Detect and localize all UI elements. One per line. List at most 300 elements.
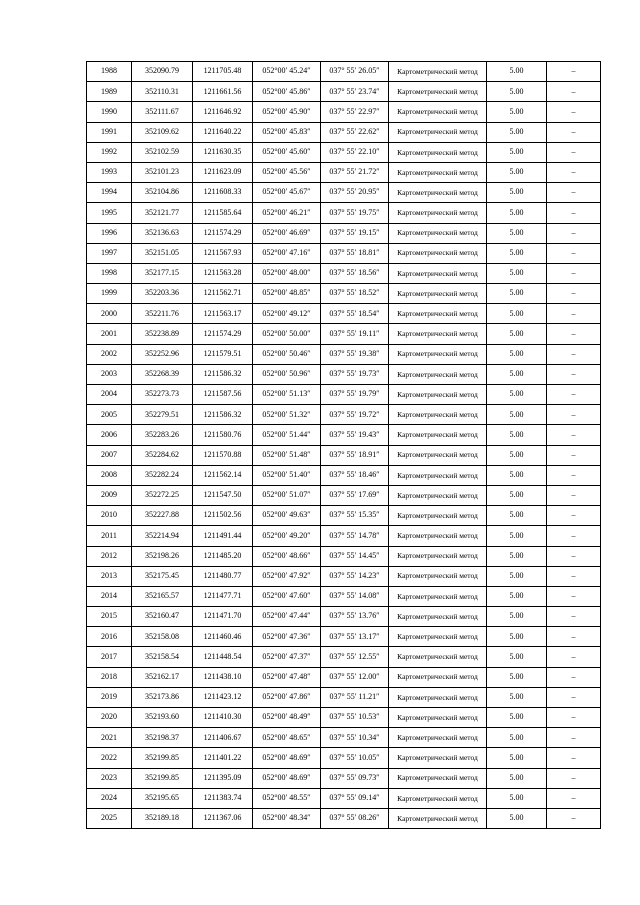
latitude-cell: 052°00′ 48.00″: [253, 263, 321, 283]
accuracy-cell: 5.00: [487, 324, 547, 344]
method-cell: Картометрический метод: [389, 546, 487, 566]
point-number-cell: 2005: [87, 405, 132, 425]
y-coordinate-cell: 1211587.56: [193, 385, 253, 405]
point-number-cell: 2016: [87, 627, 132, 647]
y-coordinate-cell: 1211586.32: [193, 364, 253, 384]
longitude-cell: 037° 55′ 22.62″: [321, 122, 389, 142]
point-number-cell: 1998: [87, 263, 132, 283]
accuracy-cell: 5.00: [487, 546, 547, 566]
table-row: [87, 566, 601, 586]
method-cell: Картометрический метод: [389, 808, 487, 828]
description-cell: –: [547, 142, 601, 162]
description-cell: –: [547, 526, 601, 546]
description-cell: –: [547, 183, 601, 203]
table-row: [87, 485, 601, 505]
y-coordinate-cell: 1211547.50: [193, 485, 253, 505]
accuracy-cell: 5.00: [487, 788, 547, 808]
table-row: [87, 687, 601, 707]
longitude-cell: 037° 55′ 19.75″: [321, 203, 389, 223]
longitude-cell: 037° 55′ 10.53″: [321, 708, 389, 728]
method-cell: Картометрический метод: [389, 607, 487, 627]
point-number-cell: 2006: [87, 425, 132, 445]
method-cell: Картометрический метод: [389, 344, 487, 364]
longitude-cell: 037° 55′ 21.72″: [321, 162, 389, 182]
latitude-cell: 052°00′ 50.46″: [253, 344, 321, 364]
method-cell: Картометрический метод: [389, 162, 487, 182]
table-row: [87, 364, 601, 384]
latitude-cell: 052°00′ 51.48″: [253, 445, 321, 465]
point-number-cell: 2024: [87, 788, 132, 808]
point-number-cell: 1993: [87, 162, 132, 182]
point-number-cell: 2007: [87, 445, 132, 465]
accuracy-cell: 5.00: [487, 203, 547, 223]
longitude-cell: 037° 55′ 19.73″: [321, 364, 389, 384]
accuracy-cell: 5.00: [487, 344, 547, 364]
y-coordinate-cell: 1211401.22: [193, 748, 253, 768]
method-cell: Картометрический метод: [389, 586, 487, 606]
point-number-cell: 2000: [87, 304, 132, 324]
table-row: [87, 465, 601, 485]
x-coordinate-cell: 352214.94: [132, 526, 193, 546]
table-row: [87, 183, 601, 203]
latitude-cell: 052°00′ 51.44″: [253, 425, 321, 445]
longitude-cell: 037° 55′ 19.11″: [321, 324, 389, 344]
longitude-cell: 037° 55′ 20.95″: [321, 183, 389, 203]
table-row: [87, 667, 601, 687]
latitude-cell: 052°00′ 49.20″: [253, 526, 321, 546]
table-row: [87, 445, 601, 465]
table-row: [87, 122, 601, 142]
x-coordinate-cell: 352195.65: [132, 788, 193, 808]
latitude-cell: 052°00′ 45.67″: [253, 183, 321, 203]
latitude-cell: 052°00′ 48.69″: [253, 768, 321, 788]
accuracy-cell: 5.00: [487, 566, 547, 586]
method-cell: Картометрический метод: [389, 102, 487, 122]
x-coordinate-cell: 352160.47: [132, 607, 193, 627]
y-coordinate-cell: 1211570.88: [193, 445, 253, 465]
y-coordinate-cell: 1211460.46: [193, 627, 253, 647]
accuracy-cell: 5.00: [487, 243, 547, 263]
description-cell: –: [547, 364, 601, 384]
table-row: [87, 223, 601, 243]
point-number-cell: 2015: [87, 607, 132, 627]
accuracy-cell: 5.00: [487, 506, 547, 526]
table-row: [87, 344, 601, 364]
description-cell: –: [547, 344, 601, 364]
accuracy-cell: 5.00: [487, 526, 547, 546]
latitude-cell: 052°00′ 50.00″: [253, 324, 321, 344]
description-cell: –: [547, 223, 601, 243]
table-row: [87, 203, 601, 223]
y-coordinate-cell: 1211646.92: [193, 102, 253, 122]
method-cell: Картометрический метод: [389, 82, 487, 102]
y-coordinate-cell: 1211471.70: [193, 607, 253, 627]
method-cell: Картометрический метод: [389, 385, 487, 405]
longitude-cell: 037° 55′ 19.79″: [321, 385, 389, 405]
y-coordinate-cell: 1211661.56: [193, 82, 253, 102]
longitude-cell: 037° 55′ 17.69″: [321, 485, 389, 505]
y-coordinate-cell: 1211491.44: [193, 526, 253, 546]
longitude-cell: 037° 55′ 18.52″: [321, 284, 389, 304]
table-row: [87, 263, 601, 283]
accuracy-cell: 5.00: [487, 223, 547, 243]
method-cell: Картометрический метод: [389, 647, 487, 667]
accuracy-cell: 5.00: [487, 687, 547, 707]
table-row: [87, 808, 601, 828]
accuracy-cell: 5.00: [487, 142, 547, 162]
table-row: [87, 546, 601, 566]
description-cell: –: [547, 243, 601, 263]
accuracy-cell: 5.00: [487, 62, 547, 82]
table-row: [87, 425, 601, 445]
method-cell: Картометрический метод: [389, 506, 487, 526]
latitude-cell: 052°00′ 47.48″: [253, 667, 321, 687]
longitude-cell: 037° 55′ 15.35″: [321, 506, 389, 526]
latitude-cell: 052°00′ 45.90″: [253, 102, 321, 122]
x-coordinate-cell: 352198.26: [132, 546, 193, 566]
latitude-cell: 052°00′ 47.16″: [253, 243, 321, 263]
method-cell: Картометрический метод: [389, 566, 487, 586]
description-cell: –: [547, 162, 601, 182]
point-number-cell: 2023: [87, 768, 132, 788]
method-cell: Картометрический метод: [389, 748, 487, 768]
x-coordinate-cell: 352162.17: [132, 667, 193, 687]
longitude-cell: 037° 55′ 10.34″: [321, 728, 389, 748]
description-cell: –: [547, 425, 601, 445]
table-row: [87, 728, 601, 748]
table-row: [87, 506, 601, 526]
longitude-cell: 037° 55′ 19.15″: [321, 223, 389, 243]
longitude-cell: 037° 55′ 19.43″: [321, 425, 389, 445]
longitude-cell: 037° 55′ 14.23″: [321, 566, 389, 586]
x-coordinate-cell: 352283.26: [132, 425, 193, 445]
longitude-cell: 037° 55′ 26.05″: [321, 62, 389, 82]
description-cell: –: [547, 324, 601, 344]
method-cell: Картометрический метод: [389, 263, 487, 283]
description-cell: –: [547, 768, 601, 788]
point-number-cell: 1989: [87, 82, 132, 102]
longitude-cell: 037° 55′ 09.73″: [321, 768, 389, 788]
table-row: [87, 607, 601, 627]
point-number-cell: 2018: [87, 667, 132, 687]
description-cell: –: [547, 808, 601, 828]
longitude-cell: 037° 55′ 18.46″: [321, 465, 389, 485]
x-coordinate-cell: 352158.08: [132, 627, 193, 647]
longitude-cell: 037° 55′ 10.05″: [321, 748, 389, 768]
longitude-cell: 037° 55′ 14.78″: [321, 526, 389, 546]
latitude-cell: 052°00′ 48.66″: [253, 546, 321, 566]
y-coordinate-cell: 1211406.67: [193, 728, 253, 748]
description-cell: –: [547, 586, 601, 606]
table-row: [87, 304, 601, 324]
table-row: [87, 62, 601, 82]
table-row: [87, 627, 601, 647]
table-row: [87, 405, 601, 425]
table-row: [87, 243, 601, 263]
y-coordinate-cell: 1211423.12: [193, 687, 253, 707]
y-coordinate-cell: 1211608.33: [193, 183, 253, 203]
y-coordinate-cell: 1211485.20: [193, 546, 253, 566]
table-row: [87, 102, 601, 122]
y-coordinate-cell: 1211410.30: [193, 708, 253, 728]
description-cell: –: [547, 263, 601, 283]
y-coordinate-cell: 1211562.14: [193, 465, 253, 485]
accuracy-cell: 5.00: [487, 425, 547, 445]
method-cell: Картометрический метод: [389, 667, 487, 687]
method-cell: Картометрический метод: [389, 465, 487, 485]
accuracy-cell: 5.00: [487, 82, 547, 102]
y-coordinate-cell: 1211585.64: [193, 203, 253, 223]
point-number-cell: 2022: [87, 748, 132, 768]
x-coordinate-cell: 352110.31: [132, 82, 193, 102]
y-coordinate-cell: 1211438.10: [193, 667, 253, 687]
longitude-cell: 037° 55′ 12.00″: [321, 667, 389, 687]
x-coordinate-cell: 352175.45: [132, 566, 193, 586]
y-coordinate-cell: 1211383.74: [193, 788, 253, 808]
x-coordinate-cell: 352090.79: [132, 62, 193, 82]
accuracy-cell: 5.00: [487, 485, 547, 505]
point-number-cell: 2004: [87, 385, 132, 405]
longitude-cell: 037° 55′ 11.21″: [321, 687, 389, 707]
y-coordinate-cell: 1211574.29: [193, 324, 253, 344]
table-row: [87, 708, 601, 728]
method-cell: Картометрический метод: [389, 243, 487, 263]
table-row: [87, 768, 601, 788]
accuracy-cell: 5.00: [487, 183, 547, 203]
point-number-cell: 2017: [87, 647, 132, 667]
x-coordinate-cell: 352158.54: [132, 647, 193, 667]
description-cell: –: [547, 203, 601, 223]
latitude-cell: 052°00′ 51.32″: [253, 405, 321, 425]
latitude-cell: 052°00′ 45.83″: [253, 122, 321, 142]
latitude-cell: 052°00′ 50.96″: [253, 364, 321, 384]
accuracy-cell: 5.00: [487, 465, 547, 485]
longitude-cell: 037° 55′ 13.17″: [321, 627, 389, 647]
longitude-cell: 037° 55′ 19.38″: [321, 344, 389, 364]
accuracy-cell: 5.00: [487, 284, 547, 304]
coordinates-table-body: [87, 62, 601, 829]
method-cell: Картометрический метод: [389, 768, 487, 788]
description-cell: –: [547, 748, 601, 768]
table-row: [87, 526, 601, 546]
x-coordinate-cell: 352279.51: [132, 405, 193, 425]
table-row: [87, 284, 601, 304]
description-cell: –: [547, 607, 601, 627]
point-number-cell: 2008: [87, 465, 132, 485]
x-coordinate-cell: 352238.89: [132, 324, 193, 344]
description-cell: –: [547, 667, 601, 687]
x-coordinate-cell: 352211.76: [132, 304, 193, 324]
point-number-cell: 2013: [87, 566, 132, 586]
longitude-cell: 037° 55′ 12.55″: [321, 647, 389, 667]
method-cell: Картометрический метод: [389, 122, 487, 142]
accuracy-cell: 5.00: [487, 708, 547, 728]
y-coordinate-cell: 1211574.29: [193, 223, 253, 243]
y-coordinate-cell: 1211395.09: [193, 768, 253, 788]
y-coordinate-cell: 1211630.35: [193, 142, 253, 162]
latitude-cell: 052°00′ 45.24″: [253, 62, 321, 82]
latitude-cell: 052°00′ 48.69″: [253, 748, 321, 768]
longitude-cell: 037° 55′ 19.72″: [321, 405, 389, 425]
description-cell: –: [547, 465, 601, 485]
y-coordinate-cell: 1211562.71: [193, 284, 253, 304]
description-cell: –: [547, 728, 601, 748]
point-number-cell: 2021: [87, 728, 132, 748]
latitude-cell: 052°00′ 47.92″: [253, 566, 321, 586]
y-coordinate-cell: 1211502.56: [193, 506, 253, 526]
description-cell: –: [547, 627, 601, 647]
description-cell: –: [547, 647, 601, 667]
x-coordinate-cell: 352268.39: [132, 364, 193, 384]
x-coordinate-cell: 352282.24: [132, 465, 193, 485]
accuracy-cell: 5.00: [487, 768, 547, 788]
accuracy-cell: 5.00: [487, 405, 547, 425]
method-cell: Картометрический метод: [389, 687, 487, 707]
description-cell: –: [547, 102, 601, 122]
table-row: [87, 82, 601, 102]
latitude-cell: 052°00′ 45.86″: [253, 82, 321, 102]
point-number-cell: 2012: [87, 546, 132, 566]
x-coordinate-cell: 352272.25: [132, 485, 193, 505]
table-row: [87, 788, 601, 808]
latitude-cell: 052°00′ 45.56″: [253, 162, 321, 182]
description-cell: –: [547, 566, 601, 586]
description-cell: –: [547, 788, 601, 808]
latitude-cell: 052°00′ 48.34″: [253, 808, 321, 828]
latitude-cell: 052°00′ 49.12″: [253, 304, 321, 324]
method-cell: Картометрический метод: [389, 526, 487, 546]
method-cell: Картометрический метод: [389, 708, 487, 728]
accuracy-cell: 5.00: [487, 808, 547, 828]
longitude-cell: 037° 55′ 18.56″: [321, 263, 389, 283]
latitude-cell: 052°00′ 51.13″: [253, 385, 321, 405]
description-cell: –: [547, 122, 601, 142]
latitude-cell: 052°00′ 48.65″: [253, 728, 321, 748]
point-number-cell: 2014: [87, 586, 132, 606]
accuracy-cell: 5.00: [487, 627, 547, 647]
point-number-cell: 2002: [87, 344, 132, 364]
x-coordinate-cell: 352165.57: [132, 586, 193, 606]
method-cell: Картометрический метод: [389, 425, 487, 445]
method-cell: Картометрический метод: [389, 627, 487, 647]
method-cell: Картометрический метод: [389, 183, 487, 203]
y-coordinate-cell: 1211579.51: [193, 344, 253, 364]
latitude-cell: 052°00′ 45.60″: [253, 142, 321, 162]
table-row: [87, 142, 601, 162]
latitude-cell: 052°00′ 47.36″: [253, 627, 321, 647]
point-number-cell: 1988: [87, 62, 132, 82]
table-row: [87, 647, 601, 667]
accuracy-cell: 5.00: [487, 162, 547, 182]
method-cell: Картометрический метод: [389, 203, 487, 223]
x-coordinate-cell: 352102.59: [132, 142, 193, 162]
longitude-cell: 037° 55′ 14.08″: [321, 586, 389, 606]
method-cell: Картометрический метод: [389, 485, 487, 505]
y-coordinate-cell: 1211563.17: [193, 304, 253, 324]
y-coordinate-cell: 1211448.54: [193, 647, 253, 667]
description-cell: –: [547, 62, 601, 82]
longitude-cell: 037° 55′ 09.14″: [321, 788, 389, 808]
method-cell: Картометрический метод: [389, 223, 487, 243]
point-number-cell: 1999: [87, 284, 132, 304]
accuracy-cell: 5.00: [487, 647, 547, 667]
point-number-cell: 1991: [87, 122, 132, 142]
latitude-cell: 052°00′ 51.07″: [253, 485, 321, 505]
accuracy-cell: 5.00: [487, 445, 547, 465]
longitude-cell: 037° 55′ 23.74″: [321, 82, 389, 102]
latitude-cell: 052°00′ 47.86″: [253, 687, 321, 707]
x-coordinate-cell: 352189.18: [132, 808, 193, 828]
y-coordinate-cell: 1211367.06: [193, 808, 253, 828]
point-number-cell: 2010: [87, 506, 132, 526]
method-cell: Картометрический метод: [389, 445, 487, 465]
accuracy-cell: 5.00: [487, 667, 547, 687]
description-cell: –: [547, 546, 601, 566]
table-row: [87, 324, 601, 344]
point-number-cell: 1996: [87, 223, 132, 243]
accuracy-cell: 5.00: [487, 385, 547, 405]
x-coordinate-cell: 352284.62: [132, 445, 193, 465]
accuracy-cell: 5.00: [487, 263, 547, 283]
table-row: [87, 385, 601, 405]
x-coordinate-cell: 352227.88: [132, 506, 193, 526]
x-coordinate-cell: 352203.36: [132, 284, 193, 304]
method-cell: Картометрический метод: [389, 324, 487, 344]
longitude-cell: 037° 55′ 18.54″: [321, 304, 389, 324]
method-cell: Картометрический метод: [389, 728, 487, 748]
description-cell: –: [547, 82, 601, 102]
x-coordinate-cell: 352193.60: [132, 708, 193, 728]
table-row: [87, 748, 601, 768]
y-coordinate-cell: 1211477.71: [193, 586, 253, 606]
x-coordinate-cell: 352109.62: [132, 122, 193, 142]
x-coordinate-cell: 352111.67: [132, 102, 193, 122]
accuracy-cell: 5.00: [487, 586, 547, 606]
longitude-cell: 037° 55′ 14.45″: [321, 546, 389, 566]
description-cell: –: [547, 445, 601, 465]
latitude-cell: 052°00′ 47.44″: [253, 607, 321, 627]
point-number-cell: 2009: [87, 485, 132, 505]
point-number-cell: 2003: [87, 364, 132, 384]
description-cell: –: [547, 304, 601, 324]
description-cell: –: [547, 708, 601, 728]
method-cell: Картометрический метод: [389, 284, 487, 304]
latitude-cell: 052°00′ 47.37″: [253, 647, 321, 667]
longitude-cell: 037° 55′ 08.26″: [321, 808, 389, 828]
x-coordinate-cell: 352101.23: [132, 162, 193, 182]
accuracy-cell: 5.00: [487, 728, 547, 748]
y-coordinate-cell: 1211586.32: [193, 405, 253, 425]
y-coordinate-cell: 1211563.28: [193, 263, 253, 283]
point-number-cell: 2025: [87, 808, 132, 828]
y-coordinate-cell: 1211640.22: [193, 122, 253, 142]
accuracy-cell: 5.00: [487, 364, 547, 384]
method-cell: Картометрический метод: [389, 405, 487, 425]
method-cell: Картометрический метод: [389, 142, 487, 162]
method-cell: Картометрический метод: [389, 364, 487, 384]
x-coordinate-cell: 352273.73: [132, 385, 193, 405]
y-coordinate-cell: 1211623.09: [193, 162, 253, 182]
latitude-cell: 052°00′ 47.60″: [253, 586, 321, 606]
point-number-cell: 2011: [87, 526, 132, 546]
y-coordinate-cell: 1211567.93: [193, 243, 253, 263]
x-coordinate-cell: 352121.77: [132, 203, 193, 223]
x-coordinate-cell: 352173.86: [132, 687, 193, 707]
method-cell: Картометрический метод: [389, 788, 487, 808]
latitude-cell: 052°00′ 48.85″: [253, 284, 321, 304]
latitude-cell: 052°00′ 49.63″: [253, 506, 321, 526]
latitude-cell: 052°00′ 51.40″: [253, 465, 321, 485]
